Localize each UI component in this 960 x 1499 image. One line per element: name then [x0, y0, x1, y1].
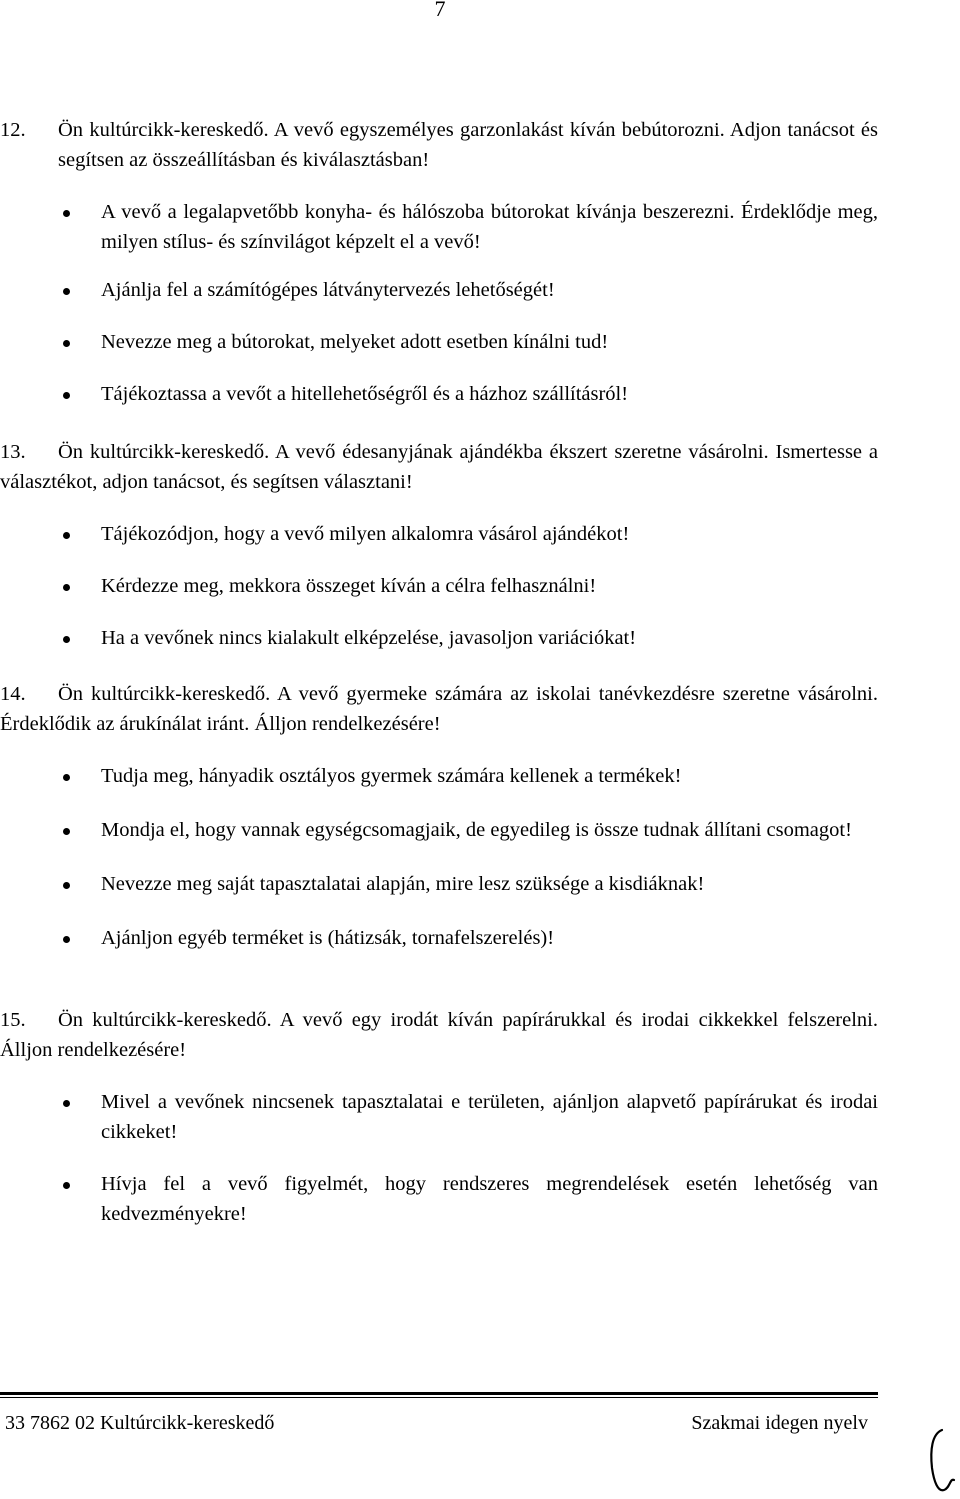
bullet-text: Kérdezze meg, mekkora összeget kíván a célra felhasználni!: [101, 575, 597, 597]
list-item: [0, 1169, 878, 1229]
bullet-text: A vevő a legalapvetőbb konyha- és hálószoba bútorokat kívánja beszerezni. Érdeklődje meg, milyen stílus- és színvilágot képzelt el a vevő!: [101, 201, 878, 253]
bullet-icon: [63, 392, 70, 399]
task-heading: [0, 1005, 878, 1065]
footer-qualification-code: 33 7862 02 Kultúrcikk-kereskedő: [5, 1412, 275, 1434]
bullet-list: [0, 761, 878, 953]
list-item: [0, 623, 878, 653]
signature-mark: [920, 1420, 960, 1499]
bullet-text: Nevezze meg saját tapasztalatai alapján, mire lesz szüksége a kisdiáknak!: [101, 873, 705, 895]
task-heading: [0, 437, 878, 497]
bullet-text: Mondja el, hogy vannak egységcsomagjaik, de egyedileg is össze tudnak állítani csomagot!: [101, 819, 852, 841]
bullet-icon: [63, 882, 70, 889]
bullet-icon: [63, 532, 70, 539]
task-12: [0, 115, 878, 409]
bullet-icon: [63, 210, 70, 217]
task-text: Ön kultúrcikk-kereskedő. A vevő egy irodát kíván papírárukkal és irodai cikkekkel felszerelni. Álljon rendelkezésére!: [0, 1009, 878, 1061]
task-number: 12.: [0, 119, 26, 141]
bullet-text: Ajánljon egyéb terméket is (hátizsák, tornafelszerelés)!: [101, 927, 555, 949]
task-14: [0, 679, 878, 953]
bullet-text: Tudja meg, hányadik osztályos gyermek számára kellenek a termékek!: [101, 765, 682, 787]
task-13: [0, 437, 878, 653]
list-item: [0, 275, 878, 305]
bullet-text: Hívja fel a vevő figyelmét, hogy rendszeres megrendelések esetén lehetőség van kedvezményekre!: [101, 1173, 878, 1225]
bullet-text: Ajánlja fel a számítógépes látványtervezés lehetőségét!: [101, 279, 555, 301]
list-item: [0, 761, 878, 791]
list-item: [0, 327, 878, 357]
bullet-icon: [63, 636, 70, 643]
task-number: 14.: [0, 683, 26, 705]
list-item: [0, 923, 878, 953]
task-heading: [0, 679, 878, 739]
bullet-text: Mivel a vevőnek nincsenek tapasztalatai e területen, ajánljon alapvető papírárukat és irodai cikkeket!: [101, 1091, 878, 1143]
bullet-icon: [63, 288, 70, 295]
bullet-list: [0, 197, 878, 409]
bullet-icon: [63, 340, 70, 347]
bullet-text: Tájékozódjon, hogy a vevő milyen alkalomra vásárol ajándékot!: [101, 523, 630, 545]
task-number: 15.: [0, 1009, 26, 1031]
bullet-icon: [63, 1182, 70, 1189]
list-item: [0, 815, 878, 845]
bullet-icon: [63, 584, 70, 591]
task-text: Ön kultúrcikk-kereskedő. A vevő édesanyjának ajándékba ékszert szeretne vásárolni. Ismertesse a választékot, adjon tanácsot, és segítsen választani!: [0, 441, 878, 493]
bullet-icon: [63, 774, 70, 781]
page-number: 7: [434, 0, 446, 21]
bullet-icon: [63, 828, 70, 835]
list-item: [0, 379, 878, 409]
list-item: [0, 571, 878, 601]
bullet-text: Tájékoztassa a vevőt a hitellehetőségről és a házhoz szállításról!: [101, 383, 629, 405]
bullet-text: Ha a vevőnek nincs kialakult elképzelése, javasoljon variációkat!: [101, 627, 637, 649]
task-heading: [0, 115, 878, 175]
list-item: [0, 197, 878, 257]
task-number: 13.: [0, 441, 26, 463]
list-item: [0, 1087, 878, 1147]
bullet-text: Nevezze meg a bútorokat, melyeket adott esetben kínálni tud!: [101, 331, 609, 353]
task-text: Ön kultúrcikk-kereskedő. A vevő gyermeke számára az iskolai tanévkezdésre szeretne vásárolni. Érdeklődik az árukínálat iránt. Álljon rendelkezésére!: [0, 683, 878, 735]
footer-divider: [0, 1392, 878, 1398]
list-item: [0, 869, 878, 899]
task-15: [0, 1005, 878, 1229]
list-item: [0, 519, 878, 549]
bullet-list: [0, 1087, 878, 1229]
footer-subject: Szakmai idegen nyelv: [691, 1412, 868, 1434]
bullet-list: [0, 519, 878, 653]
task-text: Ön kultúrcikk-kereskedő. A vevő egyszemélyes garzonlakást kíván bebútorozni. Adjon tanácsot és segítsen az összeállításban és kiválasztásban!: [58, 119, 878, 171]
bullet-icon: [63, 936, 70, 943]
bullet-icon: [63, 1100, 70, 1107]
